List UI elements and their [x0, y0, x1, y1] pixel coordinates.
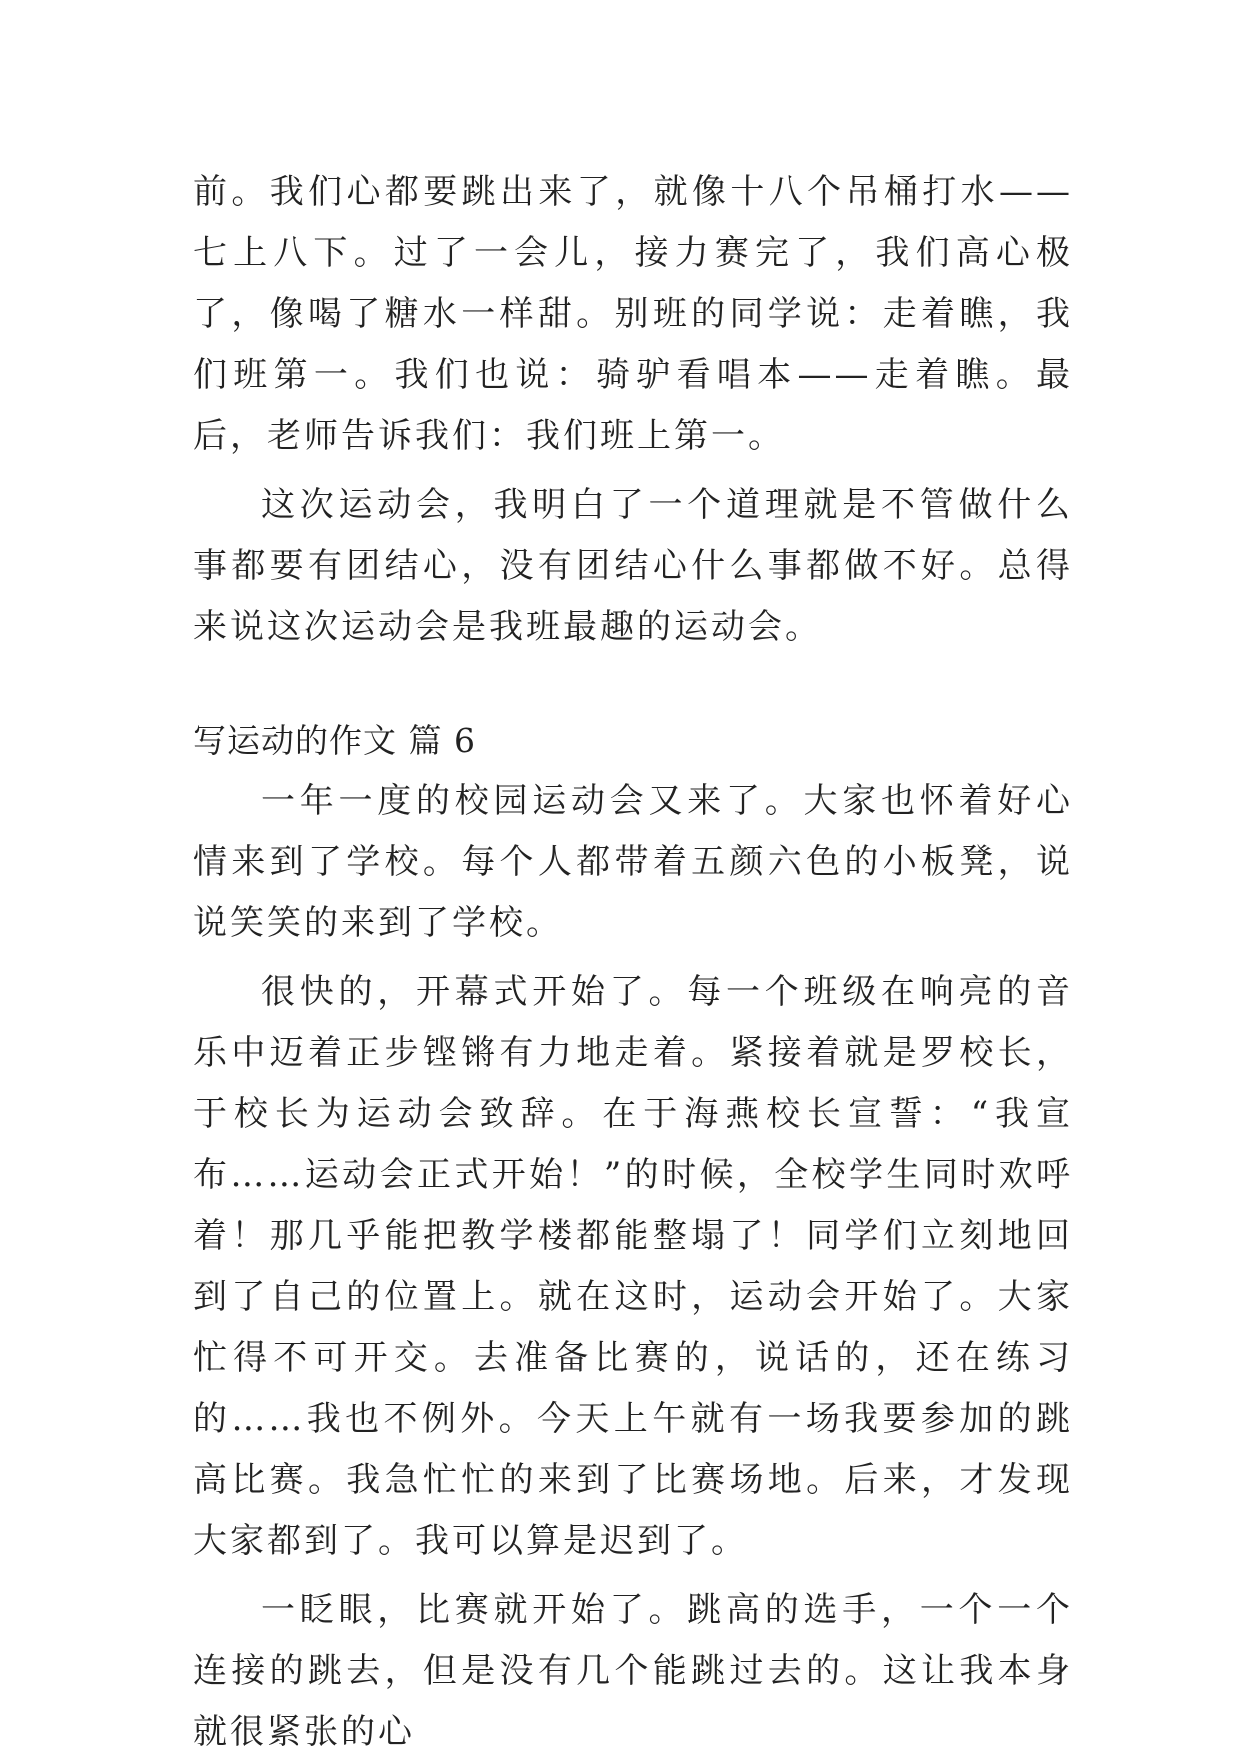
- paragraph-high-jump: 一眨眼，比赛就开始了。跳高的选手，一个一个连接的跳去，但是没有几个能跳过去的。这让我本身就很紧张的心: [193, 1590, 1073, 1752]
- paragraph-continued: 前。我们心都要跳出来了，就像十八个吊桶打水——七上八下。过了一会儿，接力赛完了，我们高心极了，像喝了糖水一样甜。别班的同学说：走着瞧，我们班第一。我们也说：骑驴看唱本——走着瞧。最后，老师告诉我们：我们班上第一。: [193, 172, 1073, 456]
- paragraph-intro: 一年一度的校园运动会又来了。大家也怀着好心情来到了学校。每个人都带着五颜六色的小板凳，说说笑笑的来到了学校。: [193, 781, 1073, 943]
- paragraph-conclusion: 这次运动会，我明白了一个道理就是不管做什么事都要有团结心，没有团结心什么事都做不好。总得来说这次运动会是我班最趣的运动会。: [193, 485, 1073, 647]
- paragraph-opening-ceremony: 很快的，开幕式开始了。每一个班级在响亮的音乐中迈着正步铿锵有力地走着。紧接着就是罗校长，于校长为运动会致辞。在于海燕校长宣誓：“我宣布……运动会正式开始！”的时候，全校学生同时欢呼着！那几乎能把教学楼都能整塌了！同学们立刻地回到了自己的位置上。就在这时，运动会开始了。大家忙得不可开交。去准备比赛的，说话的，还在练习的……我也不例外。今天上午就有一场我要参加的跳高比赛。我急忙忙的来到了比赛场地。后来，才发现大家都到了。我可以算是迟到了。: [193, 972, 1073, 1561]
- section-spacer: [193, 658, 1073, 710]
- section-title: 写运动的作文 篇 6: [193, 721, 476, 760]
- document-body: [193, 162, 1073, 1763]
